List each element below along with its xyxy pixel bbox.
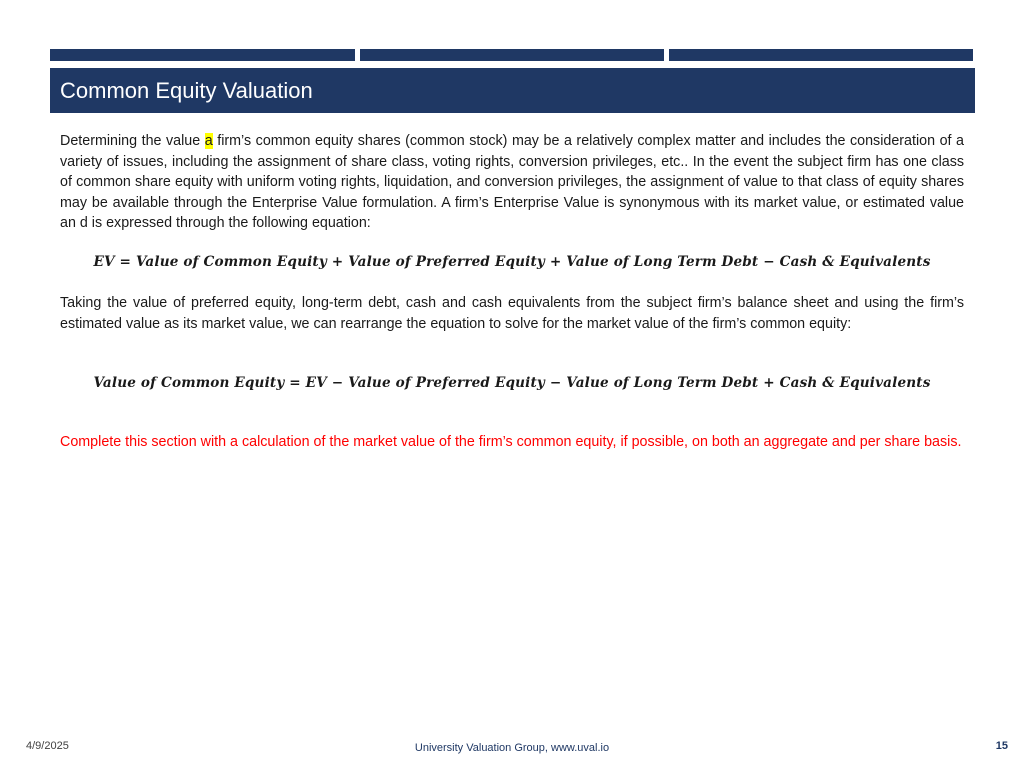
header-decoration-bars [50,49,973,61]
enterprise-value-equation: EV = Value of Common Equity + Value of Preferred Equity + Value of Long Term Debt − Cash & Equivalents [93,254,931,270]
highlighted-word: a [204,133,213,149]
footer-date: 4/9/2025 [26,740,69,752]
intro-text-rest: firm’s common equity shares (common stock) may be a relatively complex matter and includes the consideration of a variety of issues, including the assignment of share class, voting rights, conversion privileges, etc.. In the event the subject firm has one class of common share equity with uniform voting rights, liquidation, and conversion privileges, the assignment of value to that class of equity shares may be available through the Enterprise Value formulation. A firm’s Enterprise Value is synonymous with its market value, or estimated value an d is expressed through the following equation: [60,133,965,232]
rearrange-paragraph: Taking the value of preferred equity, long-term debt, cash and cash equivalents from the subject firm’s balance sheet and using the firm’s estimated value as its market value, we can rearrange the equation to solve for the market value of the firm’s common equity: [60,295,964,332]
intro-paragraph [60,131,964,234]
footer-organization: University Valuation Group, www.uval.io [414,742,610,754]
common-equity-equation: Value of Common Equity = EV − Value of Preferred Equity − Value of Long Term Debt + Cash & Equivalents [93,375,931,391]
title-banner [50,68,975,113]
slide-title: Common Equity Valuation [60,78,313,103]
page-number: 15 [995,740,1008,752]
instruction-paragraph: Complete this section with a calculation of the market value of the firm’s common equity, if possible, on both an aggregate and per share basis. [60,434,962,450]
intro-text-start: Determining the value [60,133,205,149]
header-bar-middle [360,49,664,61]
header-bar-right [669,49,973,61]
header-bar-left [50,49,355,61]
